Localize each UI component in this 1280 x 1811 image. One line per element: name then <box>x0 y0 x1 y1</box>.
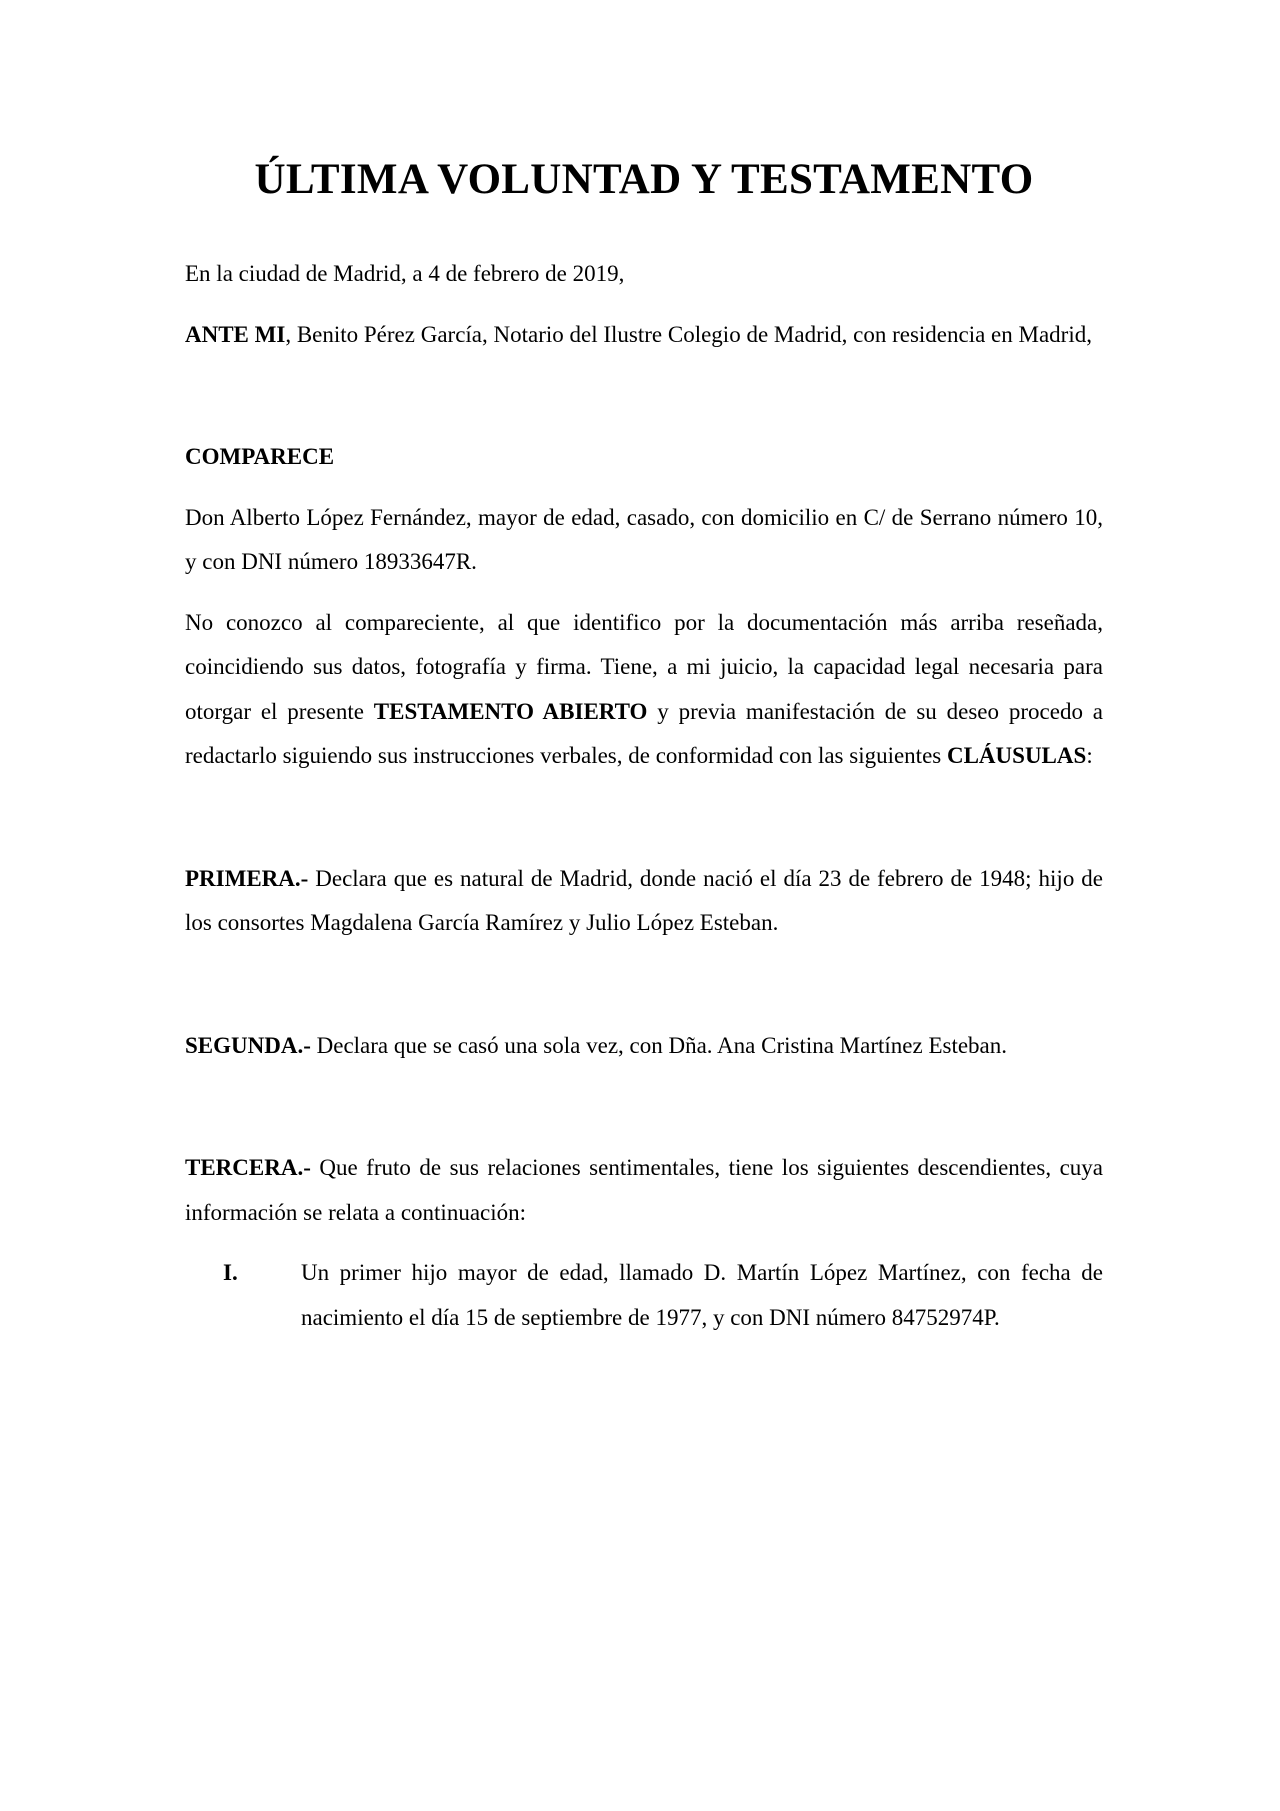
identification-paragraph <box>185 601 1103 779</box>
notary-paragraph <box>185 313 1103 358</box>
identification-text-1: No conozco al compareciente, al que identifico por la documentación más arriba reseñada, coincidiendo sus datos, fotografía y firma. Tiene, a mi juicio, la capacidad legal necesaria para otorgar el presente <box>185 609 1103 724</box>
clausulas-bold: CLÁUSULAS <box>946 743 1087 768</box>
descendant-list-item <box>185 1251 1103 1340</box>
clause-primera-label: PRIMERA.- <box>185 865 309 891</box>
testamento-abierto-bold: TESTAMENTO ABIERTO <box>373 698 648 724</box>
descendant-text: Un primer hijo mayor de edad, llamado D. Martín López Martínez, con fecha de nacimiento el día 15 de septiembre de 1977, y con DNI número 84752974P. <box>301 1260 1103 1330</box>
identification-text-3: : <box>1086 743 1093 768</box>
comparece-heading-text: COMPARECE <box>185 444 335 469</box>
descendant-number: I. <box>223 1260 238 1285</box>
clause-primera-text: Declara que es natural de Madrid, donde nació el día 23 de febrero de 1948; hijo de los consortes Magdalena García Ramírez y Julio López Esteban. <box>185 865 1103 935</box>
clause-segunda <box>185 1024 1103 1069</box>
comparece-heading <box>185 435 1103 480</box>
clause-tercera-text: Que fruto de sus relaciones sentimentales, tiene los siguientes descendientes, cuya información se relata a continuación: <box>185 1155 1103 1225</box>
identification-text-2: y previa manifestación de su deseo procedo a redactarlo siguiendo sus instrucciones verbales, de conformidad con las siguientes <box>185 698 1103 768</box>
document-body <box>185 150 1103 1340</box>
document-title: ÚLTIMA VOLUNTAD Y TESTAMENTO <box>254 156 1034 203</box>
clause-segunda-text: Declara que se casó una sola vez, con Dña. Ana Cristina Martínez Esteban. <box>310 1032 1008 1058</box>
ante-mi-label: ANTE MI <box>185 321 286 347</box>
clause-tercera <box>185 1146 1103 1235</box>
clause-primera <box>185 857 1103 946</box>
testator-paragraph: Don Alberto López Fernández, mayor de edad, casado, con domicilio en C/ de Serrano número 10, y con DNI número 18933647R. <box>185 504 1103 574</box>
clause-segunda-label: SEGUNDA.- <box>185 1032 311 1058</box>
clause-tercera-label: TERCERA.- <box>185 1155 311 1180</box>
date-line: En la ciudad de Madrid, a 4 de febrero de 2019, <box>185 261 625 286</box>
notary-text: , Benito Pérez García, Notario del Ilustre Colegio de Madrid, con residencia en Madrid, <box>285 321 1092 347</box>
